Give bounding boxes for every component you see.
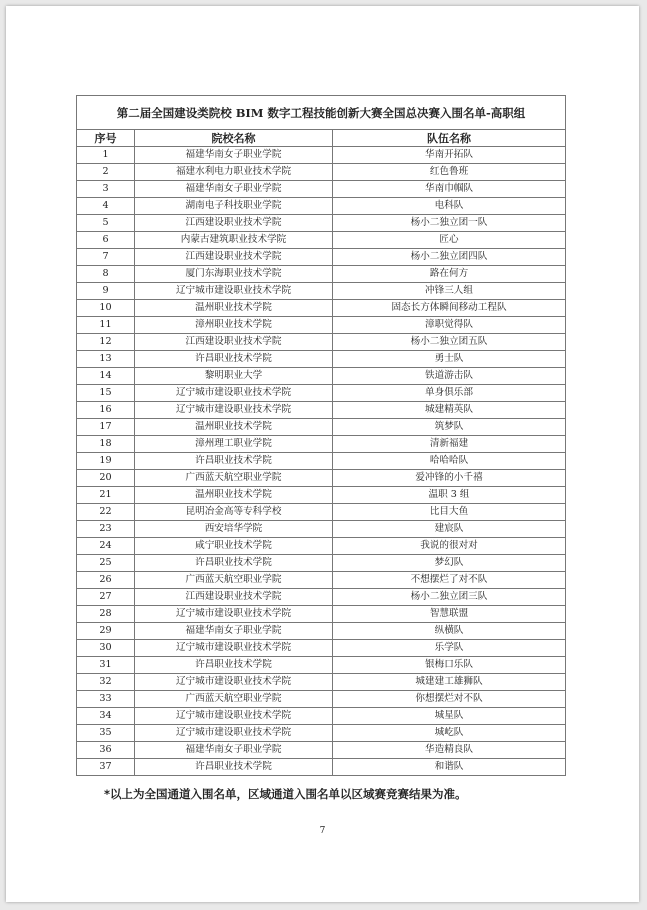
cell-school: 广西蓝天航空职业学院	[135, 470, 333, 487]
table-row	[77, 334, 566, 351]
cell-no: 15	[77, 385, 135, 402]
cell-team: 匠心	[333, 232, 566, 249]
cell-team: 你想摆烂对不队	[333, 691, 566, 708]
table-row	[77, 708, 566, 725]
cell-school: 咸宁职业技术学院	[135, 538, 333, 555]
cell-no: 32	[77, 674, 135, 691]
table-row	[77, 470, 566, 487]
cell-school: 许昌职业技术学院	[135, 657, 333, 674]
table-body	[77, 147, 566, 776]
cell-no: 37	[77, 759, 135, 776]
cell-no: 31	[77, 657, 135, 674]
cell-no: 18	[77, 436, 135, 453]
cell-school: 温州职业技术学院	[135, 419, 333, 436]
cell-team: 爱冲锋的小千禧	[333, 470, 566, 487]
table-row	[77, 198, 566, 215]
cell-no: 22	[77, 504, 135, 521]
cell-school: 许昌职业技术学院	[135, 453, 333, 470]
table-row	[77, 572, 566, 589]
cell-school: 黎明职业大学	[135, 368, 333, 385]
cell-team: 杨小二独立团五队	[333, 334, 566, 351]
cell-team: 城星队	[333, 708, 566, 725]
cell-no: 33	[77, 691, 135, 708]
page-number: 7	[319, 826, 326, 836]
cell-no: 3	[77, 181, 135, 198]
cell-school: 广西蓝天航空职业学院	[135, 572, 333, 589]
finalist-table-container	[76, 95, 565, 776]
table-title: 第二届全国建设类院校 BIM 数字工程技能创新大赛全国总决赛入围名单-高职组	[77, 96, 566, 130]
cell-no: 2	[77, 164, 135, 181]
footnote: *以上为全国通道入围名单，区域通道入围名单以区域赛竞赛结果为准。	[104, 787, 467, 801]
cell-school: 辽宁城市建设职业技术学院	[135, 708, 333, 725]
cell-team: 路在何方	[333, 266, 566, 283]
cell-school: 温州职业技术学院	[135, 487, 333, 504]
table-row	[77, 640, 566, 657]
cell-team: 比目大鱼	[333, 504, 566, 521]
cell-no: 5	[77, 215, 135, 232]
finalist-table	[76, 95, 566, 776]
cell-team: 杨小二独立团三队	[333, 589, 566, 606]
cell-school: 湖南电子科技职业学院	[135, 198, 333, 215]
table-row	[77, 742, 566, 759]
cell-school: 漳州理工职业学院	[135, 436, 333, 453]
cell-team: 华南巾帼队	[333, 181, 566, 198]
cell-school: 辽宁城市建设职业技术学院	[135, 640, 333, 657]
cell-no: 16	[77, 402, 135, 419]
cell-no: 13	[77, 351, 135, 368]
cell-no: 29	[77, 623, 135, 640]
cell-team: 杨小二独立团四队	[333, 249, 566, 266]
cell-school: 漳州职业技术学院	[135, 317, 333, 334]
cell-school: 福建华南女子职业学院	[135, 623, 333, 640]
table-row	[77, 232, 566, 249]
cell-no: 17	[77, 419, 135, 436]
header-school: 院校名称	[135, 130, 333, 147]
cell-no: 9	[77, 283, 135, 300]
cell-team: 电科队	[333, 198, 566, 215]
cell-school: 辽宁城市建设职业技术学院	[135, 725, 333, 742]
cell-no: 6	[77, 232, 135, 249]
cell-school: 厦门东海职业技术学院	[135, 266, 333, 283]
table-row	[77, 453, 566, 470]
cell-school: 福建华南女子职业学院	[135, 147, 333, 164]
header-no: 序号	[77, 130, 135, 147]
cell-school: 江西建设职业技术学院	[135, 334, 333, 351]
cell-team: 筑梦队	[333, 419, 566, 436]
cell-team: 我说的很对对	[333, 538, 566, 555]
cell-team: 勇士队	[333, 351, 566, 368]
cell-school: 福建水利电力职业技术学院	[135, 164, 333, 181]
table-row	[77, 283, 566, 300]
cell-team: 固态长方体瞬间移动工程队	[333, 300, 566, 317]
cell-school: 昆明冶金高等专科学校	[135, 504, 333, 521]
cell-no: 11	[77, 317, 135, 334]
cell-no: 8	[77, 266, 135, 283]
cell-team: 和谐队	[333, 759, 566, 776]
cell-no: 14	[77, 368, 135, 385]
table-row	[77, 317, 566, 334]
cell-team: 哈哈哈队	[333, 453, 566, 470]
cell-no: 25	[77, 555, 135, 572]
table-row	[77, 589, 566, 606]
table-row	[77, 249, 566, 266]
cell-team: 城屹队	[333, 725, 566, 742]
cell-school: 许昌职业技术学院	[135, 351, 333, 368]
cell-no: 35	[77, 725, 135, 742]
cell-team: 温职 3 组	[333, 487, 566, 504]
cell-team: 红色鲁班	[333, 164, 566, 181]
cell-no: 10	[77, 300, 135, 317]
table-row	[77, 691, 566, 708]
cell-team: 清新福建	[333, 436, 566, 453]
cell-team: 杨小二独立团一队	[333, 215, 566, 232]
table-row	[77, 657, 566, 674]
table-row	[77, 538, 566, 555]
cell-no: 19	[77, 453, 135, 470]
cell-no: 30	[77, 640, 135, 657]
cell-school: 许昌职业技术学院	[135, 555, 333, 572]
table-row	[77, 181, 566, 198]
cell-no: 21	[77, 487, 135, 504]
table-row	[77, 368, 566, 385]
table-row	[77, 436, 566, 453]
cell-team: 铁道游击队	[333, 368, 566, 385]
table-row	[77, 487, 566, 504]
table-row	[77, 215, 566, 232]
cell-school: 辽宁城市建设职业技术学院	[135, 606, 333, 623]
cell-no: 7	[77, 249, 135, 266]
cell-team: 建宸队	[333, 521, 566, 538]
cell-school: 江西建设职业技术学院	[135, 249, 333, 266]
cell-team: 银梅口乐队	[333, 657, 566, 674]
table-row	[77, 521, 566, 538]
cell-no: 20	[77, 470, 135, 487]
cell-school: 福建华南女子职业学院	[135, 181, 333, 198]
cell-no: 1	[77, 147, 135, 164]
cell-school: 温州职业技术学院	[135, 300, 333, 317]
table-row	[77, 725, 566, 742]
cell-school: 许昌职业技术学院	[135, 759, 333, 776]
cell-no: 12	[77, 334, 135, 351]
cell-team: 乐学队	[333, 640, 566, 657]
document-page	[6, 6, 639, 902]
cell-no: 24	[77, 538, 135, 555]
cell-school: 福建华南女子职业学院	[135, 742, 333, 759]
cell-team: 城建精英队	[333, 402, 566, 419]
table-row	[77, 759, 566, 776]
cell-school: 江西建设职业技术学院	[135, 589, 333, 606]
cell-no: 26	[77, 572, 135, 589]
cell-school: 广西蓝天航空职业学院	[135, 691, 333, 708]
cell-no: 36	[77, 742, 135, 759]
cell-school: 内蒙古建筑职业技术学院	[135, 232, 333, 249]
cell-no: 23	[77, 521, 135, 538]
cell-team: 智慧联盟	[333, 606, 566, 623]
table-row	[77, 351, 566, 368]
cell-school: 辽宁城市建设职业技术学院	[135, 385, 333, 402]
table-row	[77, 555, 566, 572]
cell-team: 冲锋三人组	[333, 283, 566, 300]
cell-school: 辽宁城市建设职业技术学院	[135, 283, 333, 300]
cell-no: 4	[77, 198, 135, 215]
table-row	[77, 266, 566, 283]
cell-team: 漳职觉得队	[333, 317, 566, 334]
table-row	[77, 674, 566, 691]
header-team: 队伍名称	[333, 130, 566, 147]
table-row	[77, 300, 566, 317]
table-row	[77, 402, 566, 419]
table-row	[77, 164, 566, 181]
cell-team: 华造精良队	[333, 742, 566, 759]
cell-team: 城建建工雄狮队	[333, 674, 566, 691]
cell-no: 34	[77, 708, 135, 725]
table-row	[77, 504, 566, 521]
table-row	[77, 606, 566, 623]
cell-school: 西安培华学院	[135, 521, 333, 538]
cell-no: 27	[77, 589, 135, 606]
cell-no: 28	[77, 606, 135, 623]
cell-team: 华南开拓队	[333, 147, 566, 164]
cell-school: 辽宁城市建设职业技术学院	[135, 674, 333, 691]
cell-school: 江西建设职业技术学院	[135, 215, 333, 232]
table-row	[77, 419, 566, 436]
cell-team: 不想摆烂了对不队	[333, 572, 566, 589]
table-row	[77, 385, 566, 402]
cell-team: 纵横队	[333, 623, 566, 640]
cell-school: 辽宁城市建设职业技术学院	[135, 402, 333, 419]
table-row	[77, 147, 566, 164]
cell-team: 单身俱乐部	[333, 385, 566, 402]
cell-team: 梦幻队	[333, 555, 566, 572]
table-row	[77, 623, 566, 640]
